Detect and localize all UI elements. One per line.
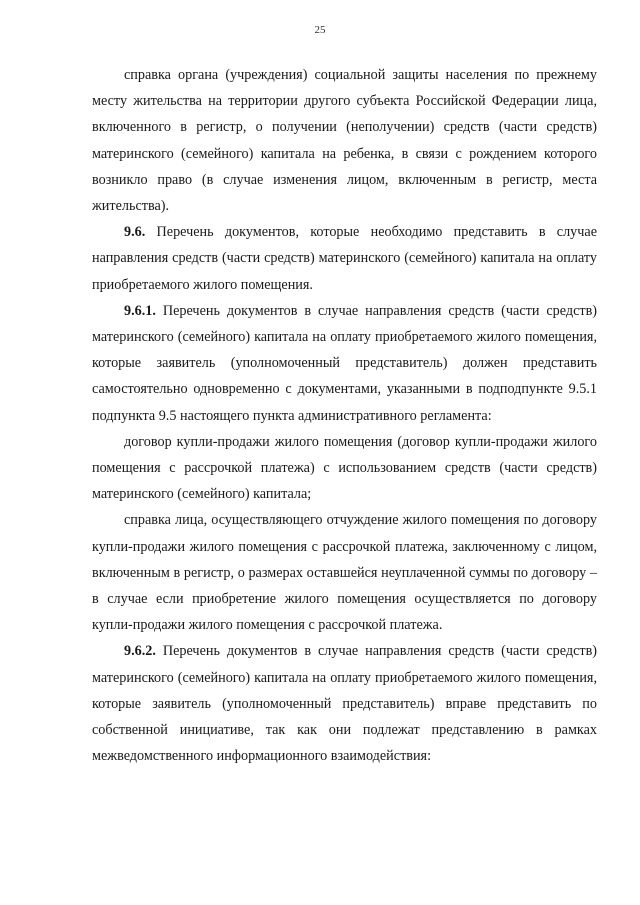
clause-number: 9.6.2. bbox=[124, 643, 156, 660]
clause-text: Перечень документов в случае направления средств (части средств) материнского (семейного) капитала на оплату приобретаемого жилого помещения, которые заявитель (уполномоченный представитель) вправе представить по собственной инициативе, так как они подлежат представлению в рамках межведомственного информационного взаимодействия: bbox=[92, 643, 597, 765]
paragraph-9-6-1 bbox=[92, 298, 597, 429]
clause-number: 9.6.1. bbox=[124, 302, 156, 319]
paragraph-certificate-social-protection: справка органа (учреждения) социальной защиты населения по прежнему месту жительства на территории другого субъекта Российской Федерации лица, включенного в регистр, о получении (неполучении) средств (части средств) материнского (семейного) капитала на ребенка, в связи с рождением которого возникло право (в случае изменения лицом, включенным в регистр, места жительства). bbox=[92, 67, 597, 215]
paragraph-9-6-2 bbox=[92, 638, 597, 769]
clause-text: Перечень документов в случае направления средств (части средств) материнского (семейного) капитала на оплату приобретаемого жилого помещения, которые заявитель (уполномоченный представитель) должен представить самостоятельно одновременно с документами, указанными в подподпункте 9.5.1 подпункта 9.5 настоящего пункта административного регламента: bbox=[92, 302, 597, 424]
document-body bbox=[92, 62, 597, 769]
paragraph-seller-certificate: справка лица, осуществляющего отчуждение жилого помещения по договору купли-продажи жилого помещения с рассрочкой платежа, заключенному с лицом, включенным в регистр, о размерах оставшейся неуплаченной суммы по договору – в случае если приобретение жилого помещения осуществляется по договору купли-продажи жилого помещения с рассрочкой платежа. bbox=[92, 512, 597, 634]
clause-text: Перечень документов, которые необходимо представить в случае направления средств (части средств) материнского (семейного) капитала на оплату приобретаемого жилого помещения. bbox=[92, 224, 597, 293]
paragraph-9-6 bbox=[92, 219, 597, 298]
clause-number: 9.6. bbox=[124, 224, 146, 241]
paragraph-sale-contract: договор купли-продажи жилого помещения (договор купли-продажи жилого помещения с рассрочкой платежа) с использованием средств (части средств) материнского (семейного) капитала; bbox=[92, 433, 597, 503]
page-number: 25 bbox=[314, 24, 326, 36]
